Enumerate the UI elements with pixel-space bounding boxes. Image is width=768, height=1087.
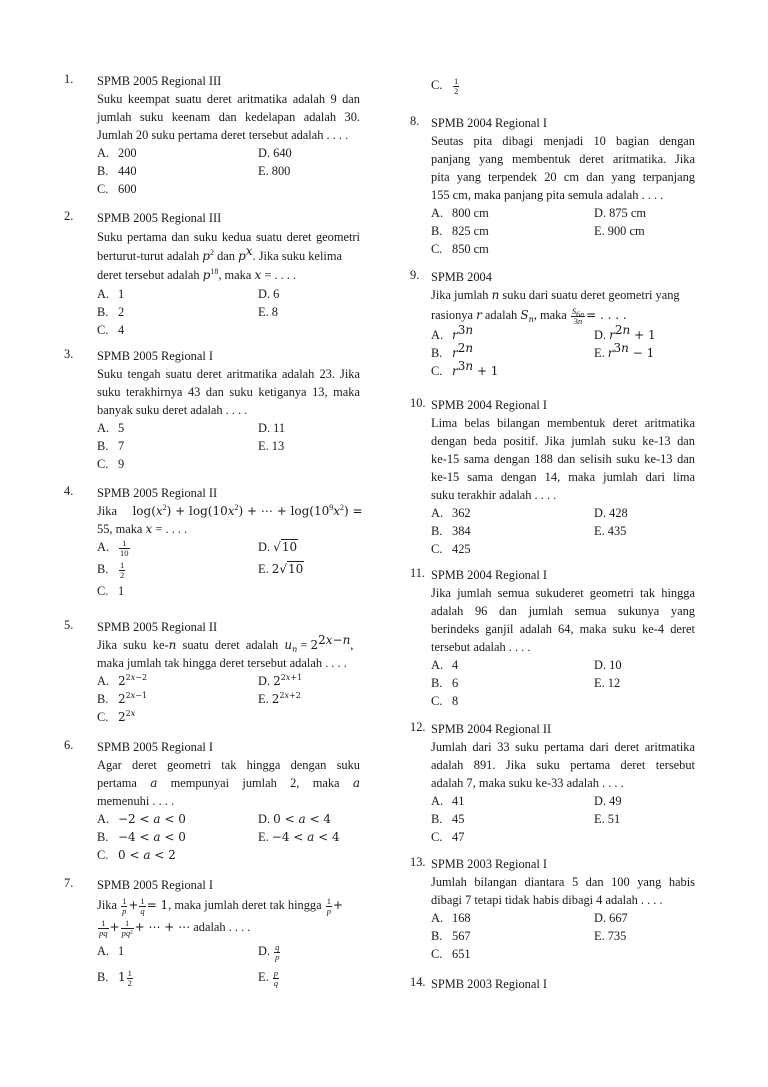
question-source: SPMB 2005 Regional III (97, 74, 222, 88)
option-d: D. √10 (258, 540, 298, 554)
question-text-line: rasionya r adalah $S_n$, maka $\frac{S_{6n}}{3n}$ = . . . . (431, 305, 627, 326)
option-d: D. $\frac{q}{p}$ (258, 941, 280, 962)
question-text-line: 55, maka x = . . . . (97, 522, 188, 536)
option-b: B. 384 (431, 524, 471, 538)
option-e: E. $2^{2x+2}$ (258, 691, 301, 706)
question-text-line: Jika jumlah semua sukuderet geometri tak hingga (431, 586, 695, 600)
question-text-line: memenuhi . . . . (97, 794, 175, 808)
question-source: SPMB 2005 Regional I (97, 878, 213, 892)
question-number: 12. (410, 720, 426, 734)
question-text-line: dibagi 7 tetapi tidak habis dibagi 4 adalah . . . . (431, 893, 663, 907)
question-text-line: Agar deret geometri tak hingga dengan suku (97, 758, 360, 772)
question-text-line: Seutas pita dibagi menjadi 10 bagian dengan (431, 134, 695, 148)
option-d: D. 875 cm (594, 206, 646, 220)
option-a: A. 168 (431, 911, 471, 925)
option-e: E. $\frac{p}{q}$ (258, 967, 279, 988)
question-number: 1. (64, 72, 74, 86)
option-c: C. 0 < a < 2 (97, 848, 176, 862)
option-b: B. 2 (97, 305, 125, 319)
question-text-line: deret tersebut adalah $p^{18}$, maka x = . . . . (97, 267, 297, 282)
option-c: C. 651 (431, 947, 471, 961)
question-text-line: berindeks ganjil adalah 64, maka suku ke-4 deret (431, 622, 695, 636)
question-text-line: adalah 96 dan jumlah semua sukunya yang (431, 604, 695, 618)
option-e: E. 435 (594, 524, 627, 538)
option-a: A. 1 (97, 944, 125, 958)
option-b: B. 45 (431, 812, 465, 826)
question-number: 13. (410, 855, 426, 869)
option-c: C. 1 (97, 584, 125, 598)
option-a: A. $r^{3n}$ (431, 323, 474, 342)
question-source: SPMB 2004 Regional II (431, 722, 552, 736)
question-number: 11. (410, 566, 426, 580)
option-a: A. −2 < a < 0 (97, 812, 186, 826)
option-e: E. 800 (258, 164, 291, 178)
option-b: B. 6 (431, 676, 459, 690)
question-text-line: pita yang terpendek 20 cm dan yang terpanjang (431, 170, 695, 184)
question-number: 2. (64, 209, 74, 223)
question-text-line: Suku tengah suatu deret aritmatika adalah 23. Jika (97, 367, 360, 381)
option-a: A. $\frac{1}{10}$ (97, 537, 129, 558)
question-text-line: maka jumlah tak hingga deret tersebut adalah . . . . (97, 656, 347, 670)
option-c: C. 4 (97, 323, 125, 337)
option-c: C. $\frac{1}{2}$ (431, 75, 459, 96)
option-b: B. $\frac{1}{2}$ (97, 559, 125, 580)
option-a: A. 41 (431, 794, 465, 808)
question-text-line: Jika $\frac{1}{p}$ + $\frac{1}{q}$ = 1, maka jumlah deret tak hingga $\frac{1}{p}$ + (97, 895, 344, 916)
question-text-line: berturut-turut adalah $p^2$ dan $p^x$. Jika suku kelima (97, 244, 343, 263)
question-text-line: tersebut adalah . . . . (431, 640, 531, 654)
option-b: B. $r^{2n}$ (431, 341, 474, 360)
option-c: C. 425 (431, 542, 471, 556)
option-e: E. 735 (594, 929, 627, 943)
question-number: 7. (64, 876, 74, 890)
option-a: A. 200 (97, 146, 137, 160)
question-text-line: Lima belas bilangan membentuk deret aritmatika (431, 416, 695, 430)
question-number: 10. (410, 396, 426, 410)
option-c: C. 47 (431, 830, 465, 844)
option-e: E. 2√10 (258, 562, 304, 576)
question-text-line: $\frac{1}{pq}$ + $\frac{1}{\text{pq²}}$ + ⋯ + ⋯ adalah . . . . (99, 917, 251, 938)
question-source: SPMB 2005 Regional II (97, 486, 218, 500)
question-text-line: suku terakhirnya 43 dan suku ketiganya 13, maka (97, 385, 360, 399)
option-d: D. 667 (594, 911, 628, 925)
option-e: E. −4 < a < 4 (258, 830, 340, 844)
question-text-line: Suku pertama dan suku kedua suatu deret geometri (97, 230, 360, 244)
option-a: A. $2^{2x-2}$ (97, 673, 148, 688)
option-a: A. 800 cm (431, 206, 489, 220)
question-text-line: adalah 891. Jika suku pertama deret tersebut (431, 758, 695, 772)
option-c: C. $2^{2x}$ (97, 709, 136, 724)
option-e: E. 13 (258, 439, 285, 453)
question-text-line: panjang yang membentuk deret aritmatika. Jika (431, 152, 695, 166)
question-text-line: banyak suku deret adalah . . . . (97, 403, 248, 417)
question-text-line: Jika suku ke-n suatu deret adalah $u_n = 2^{2x-n}$, (97, 633, 354, 654)
question-text-line: suku terakhir adalah . . . . (431, 488, 557, 502)
question-number: 14. (410, 975, 426, 989)
option-d: D. $r^{2n} + 1$ (594, 323, 656, 342)
option-b: B. 7 (97, 439, 125, 453)
question-text-line: Jika jumlah n suku dari suatu deret geometri yang (431, 288, 680, 302)
question-text-line: dengan beda positif. Jika jumlah suku ke-13 dan (431, 434, 695, 448)
question-number: 5. (64, 618, 74, 632)
option-d: D. 11 (258, 421, 286, 435)
option-e: E. 8 (258, 305, 278, 319)
question-text-line: adalah 7, maka suku ke-33 adalah . . . . (431, 776, 624, 790)
option-b: B. 825 cm (431, 224, 489, 238)
option-a: A. 1 (97, 287, 125, 301)
question-number: 8. (410, 114, 420, 128)
option-d: D. $2^{2x+1}$ (258, 673, 303, 688)
option-d: D. 10 (594, 658, 622, 672)
question-number: 4. (64, 484, 74, 498)
question-text-line: Suku keempat suatu deret aritmatika adalah 9 dan (97, 92, 360, 106)
question-source: SPMB 2004 Regional I (431, 116, 547, 130)
option-e: E. 900 cm (594, 224, 645, 238)
question-source: SPMB 2005 Regional I (97, 349, 213, 363)
question-source: SPMB 2004 Regional I (431, 398, 547, 412)
question-source: SPMB 2005 Regional II (97, 620, 218, 634)
option-c: C. $r^{3n} + 1$ (431, 359, 499, 378)
option-c: C. 9 (97, 457, 125, 471)
question-number: 6. (64, 738, 74, 752)
option-c: C. 8 (431, 694, 459, 708)
option-b: B. $2^{2x-1}$ (97, 691, 148, 706)
option-c: C. 600 (97, 182, 137, 196)
question-number: 3. (64, 347, 74, 361)
option-d: D. 0 < a < 4 (258, 812, 331, 826)
question-source: SPMB 2004 Regional I (431, 568, 547, 582)
question-source: SPMB 2003 Regional I (431, 977, 547, 991)
question-text-line: jumlah suku keenam dan kedelapan adalah 30. (97, 110, 360, 124)
question-text-line: Jumlah bilangan diantara 5 dan 100 yang habis (431, 875, 695, 889)
option-a: A. 4 (431, 658, 459, 672)
option-d: D. 428 (594, 506, 628, 520)
option-b: B. −4 < a < 0 (97, 830, 186, 844)
option-a: A. 362 (431, 506, 471, 520)
option-b: B. 567 (431, 929, 471, 943)
question-source: SPMB 2005 Regional I (97, 740, 213, 754)
option-c: C. 850 cm (431, 242, 489, 256)
option-b: B. 1 $\frac{1}{2}$ (97, 967, 132, 988)
option-e: E. 12 (594, 676, 621, 690)
question-text-line: Jumlah dari 33 suku pertama dari deret aritmatika (431, 740, 695, 754)
question-source: SPMB 2005 Regional III (97, 211, 222, 225)
question-text-line: 155 cm, maka panjang pita semula adalah . . . . (431, 188, 664, 202)
question-text-line: Jika $\log(x^2) + \log(10x^2)$ + ⋯ + $\log(10^9x^2)$ = (97, 503, 363, 518)
question-number: 9. (410, 268, 420, 282)
option-d: D. 49 (594, 794, 622, 808)
option-a: A. 5 (97, 421, 125, 435)
question-text-line: ke-15 sama dengan 14, maka jumlah dari lima (431, 470, 695, 484)
option-d: D. 640 (258, 146, 292, 160)
question-source: SPMB 2004 (431, 270, 492, 284)
question-source: SPMB 2003 Regional I (431, 857, 547, 871)
option-e: E. $r^{3n} - 1$ (594, 341, 655, 360)
option-b: B. 440 (97, 164, 137, 178)
option-e: E. 51 (594, 812, 621, 826)
option-d: D. 6 (258, 287, 280, 301)
question-text-line: pertama a mempunyai jumlah 2, maka a (97, 776, 360, 790)
question-text-line: ke-15 sama dengan 188 dan selisih suku ke-13 dan (431, 452, 695, 466)
question-text-line: Jumlah 20 suku pertama deret tersebut adalah . . . . (97, 128, 349, 142)
